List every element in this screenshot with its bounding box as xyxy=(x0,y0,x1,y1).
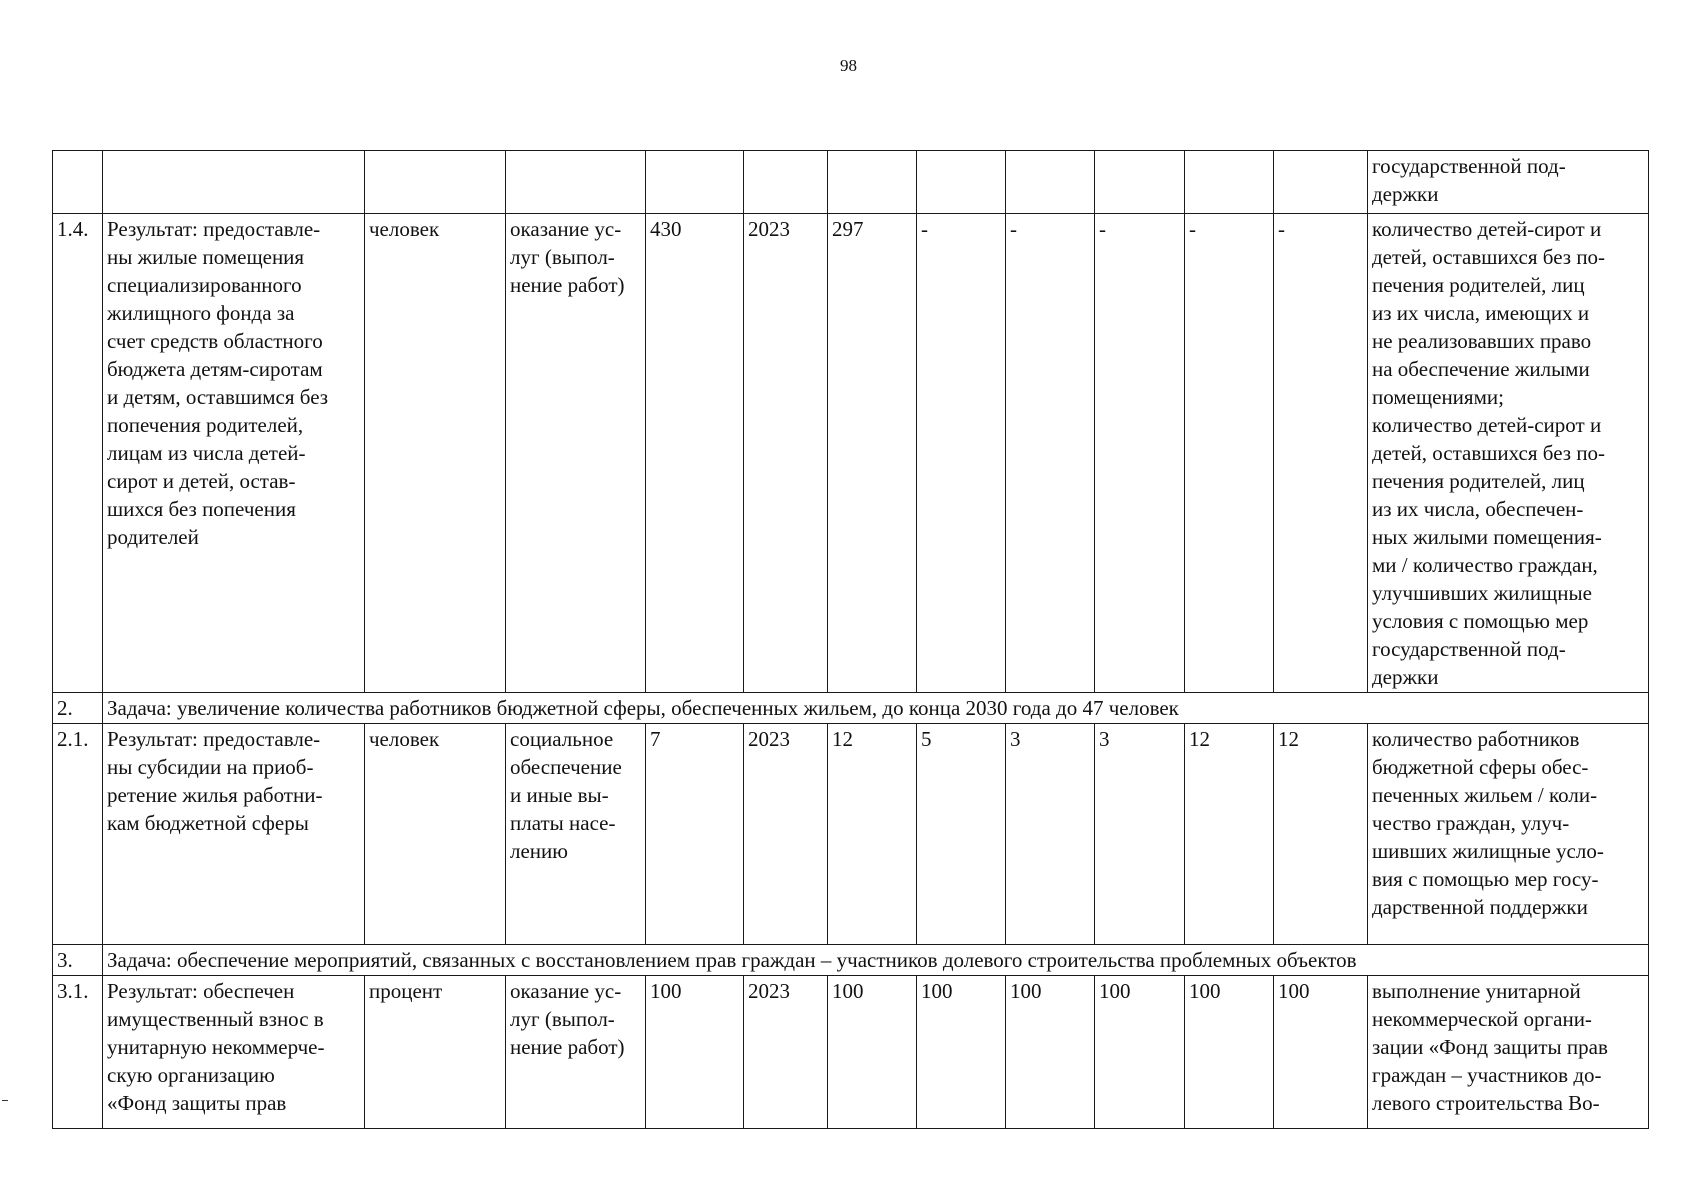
cell-base-value: 7 xyxy=(646,724,744,945)
table-row-task-2 xyxy=(53,693,1649,724)
table-row-2-1 xyxy=(53,724,1649,945)
cell-value-4 xyxy=(1095,151,1185,214)
cell-value-4: - xyxy=(1095,214,1185,693)
cell-type: оказание ус- луг (выпол- нение работ) xyxy=(506,976,646,1129)
cell-base-year: 2023 xyxy=(744,214,828,693)
task-text: Задача: увеличение количества работников бюджетной сферы, обеспеченных жильем, до конца 2030 года до 47 человек xyxy=(103,693,1649,724)
table-row-task-3 xyxy=(53,945,1649,976)
cell-value-2: 100 xyxy=(917,976,1006,1129)
cell-base-year xyxy=(744,151,828,214)
cell-value-1: 297 xyxy=(828,214,917,693)
cell-value-6 xyxy=(1274,151,1368,214)
cell-value-2: 5 xyxy=(917,724,1006,945)
cell-value-4: 100 xyxy=(1095,976,1185,1129)
task-text: Задача: обеспечение мероприятий, связанных с восстановлением прав граждан – участников долевого строительства проблемных объектов xyxy=(103,945,1649,976)
page-number: 98 xyxy=(840,56,857,75)
cell-value-6: 12 xyxy=(1274,724,1368,945)
table-row-continuation xyxy=(53,151,1649,214)
cell-type: социальное обеспечение и иные вы- платы насе- лению xyxy=(506,724,646,945)
cell-unit xyxy=(365,151,506,214)
cell-type: оказание ус- луг (выпол- нение работ) xyxy=(506,214,646,693)
cell-num: 2.1. xyxy=(53,724,103,945)
cell-base-value: 430 xyxy=(646,214,744,693)
cell-num: 1.4. xyxy=(53,214,103,693)
cell-value-5: 12 xyxy=(1185,724,1274,945)
cell-num: 3.1. xyxy=(53,976,103,1129)
cell-base-year: 2023 xyxy=(744,724,828,945)
cell-value-5: - xyxy=(1185,214,1274,693)
cell-value-6: - xyxy=(1274,214,1368,693)
margin-mark xyxy=(2,1100,8,1101)
cell-unit: процент xyxy=(365,976,506,1129)
cell-value-3: 3 xyxy=(1006,724,1095,945)
cell-indicator: выполнение унитарной некоммерческой органи- зации «Фонд защиты прав граждан – участников до- левого строительства Во- xyxy=(1368,976,1649,1129)
cell-indicator: количество детей-сирот и детей, оставшихся без по- печения родителей, лиц из их числа, имеющих и не реализовавших право на обеспечение жилыми помещениями; количество детей-сирот и детей, оставшихся без по- печения родителей, лиц из их числа, обеспечен- ных жилыми помещения- ми / количество граждан, улучшивших жилищные условия с помощью мер государственной под- держки xyxy=(1368,214,1649,693)
cell-value-2: - xyxy=(917,214,1006,693)
cell-value-3: - xyxy=(1006,214,1095,693)
cell-value-6: 100 xyxy=(1274,976,1368,1129)
cell-num: 3. xyxy=(53,945,103,976)
cell-num xyxy=(53,151,103,214)
cell-value-3: 100 xyxy=(1006,976,1095,1129)
cell-unit: человек xyxy=(365,214,506,693)
results-table xyxy=(52,150,1649,1129)
cell-unit: человек xyxy=(365,724,506,945)
table-row-1-4 xyxy=(53,214,1649,693)
cell-base-year: 2023 xyxy=(744,976,828,1129)
cell-value-5 xyxy=(1185,151,1274,214)
cell-type xyxy=(506,151,646,214)
cell-value-2 xyxy=(917,151,1006,214)
cell-num: 2. xyxy=(53,693,103,724)
cell-name: Результат: предоставле- ны жилые помещения специализированного жилищного фонда за счет средств областного бюджета детям-сиротам и детям, оставшимся без попечения родителей, лицам из числа детей- сирот и детей, остав- шихся без попечения родителей xyxy=(103,214,365,693)
cell-name: Результат: обеспечен имущественный взнос в унитарную некоммерче- скую организацию «Фонд защиты прав xyxy=(103,976,365,1129)
cell-value-1: 12 xyxy=(828,724,917,945)
cell-value-3 xyxy=(1006,151,1095,214)
cell-value-4: 3 xyxy=(1095,724,1185,945)
cell-value-1: 100 xyxy=(828,976,917,1129)
cell-indicator: государственной под- держки xyxy=(1368,151,1649,214)
cell-name xyxy=(103,151,365,214)
cell-indicator: количество работников бюджетной сферы обес- печенных жильем / коли- чество граждан, улуч- шивших жилищные усло- вия с помощью мер госу- дарственной поддержки xyxy=(1368,724,1649,945)
cell-value-1 xyxy=(828,151,917,214)
cell-value-5: 100 xyxy=(1185,976,1274,1129)
table-row-3-1 xyxy=(53,976,1649,1129)
cell-base-value: 100 xyxy=(646,976,744,1129)
cell-name: Результат: предоставле- ны субсидии на приоб- ретение жилья работни- кам бюджетной сферы xyxy=(103,724,365,945)
cell-base-value xyxy=(646,151,744,214)
